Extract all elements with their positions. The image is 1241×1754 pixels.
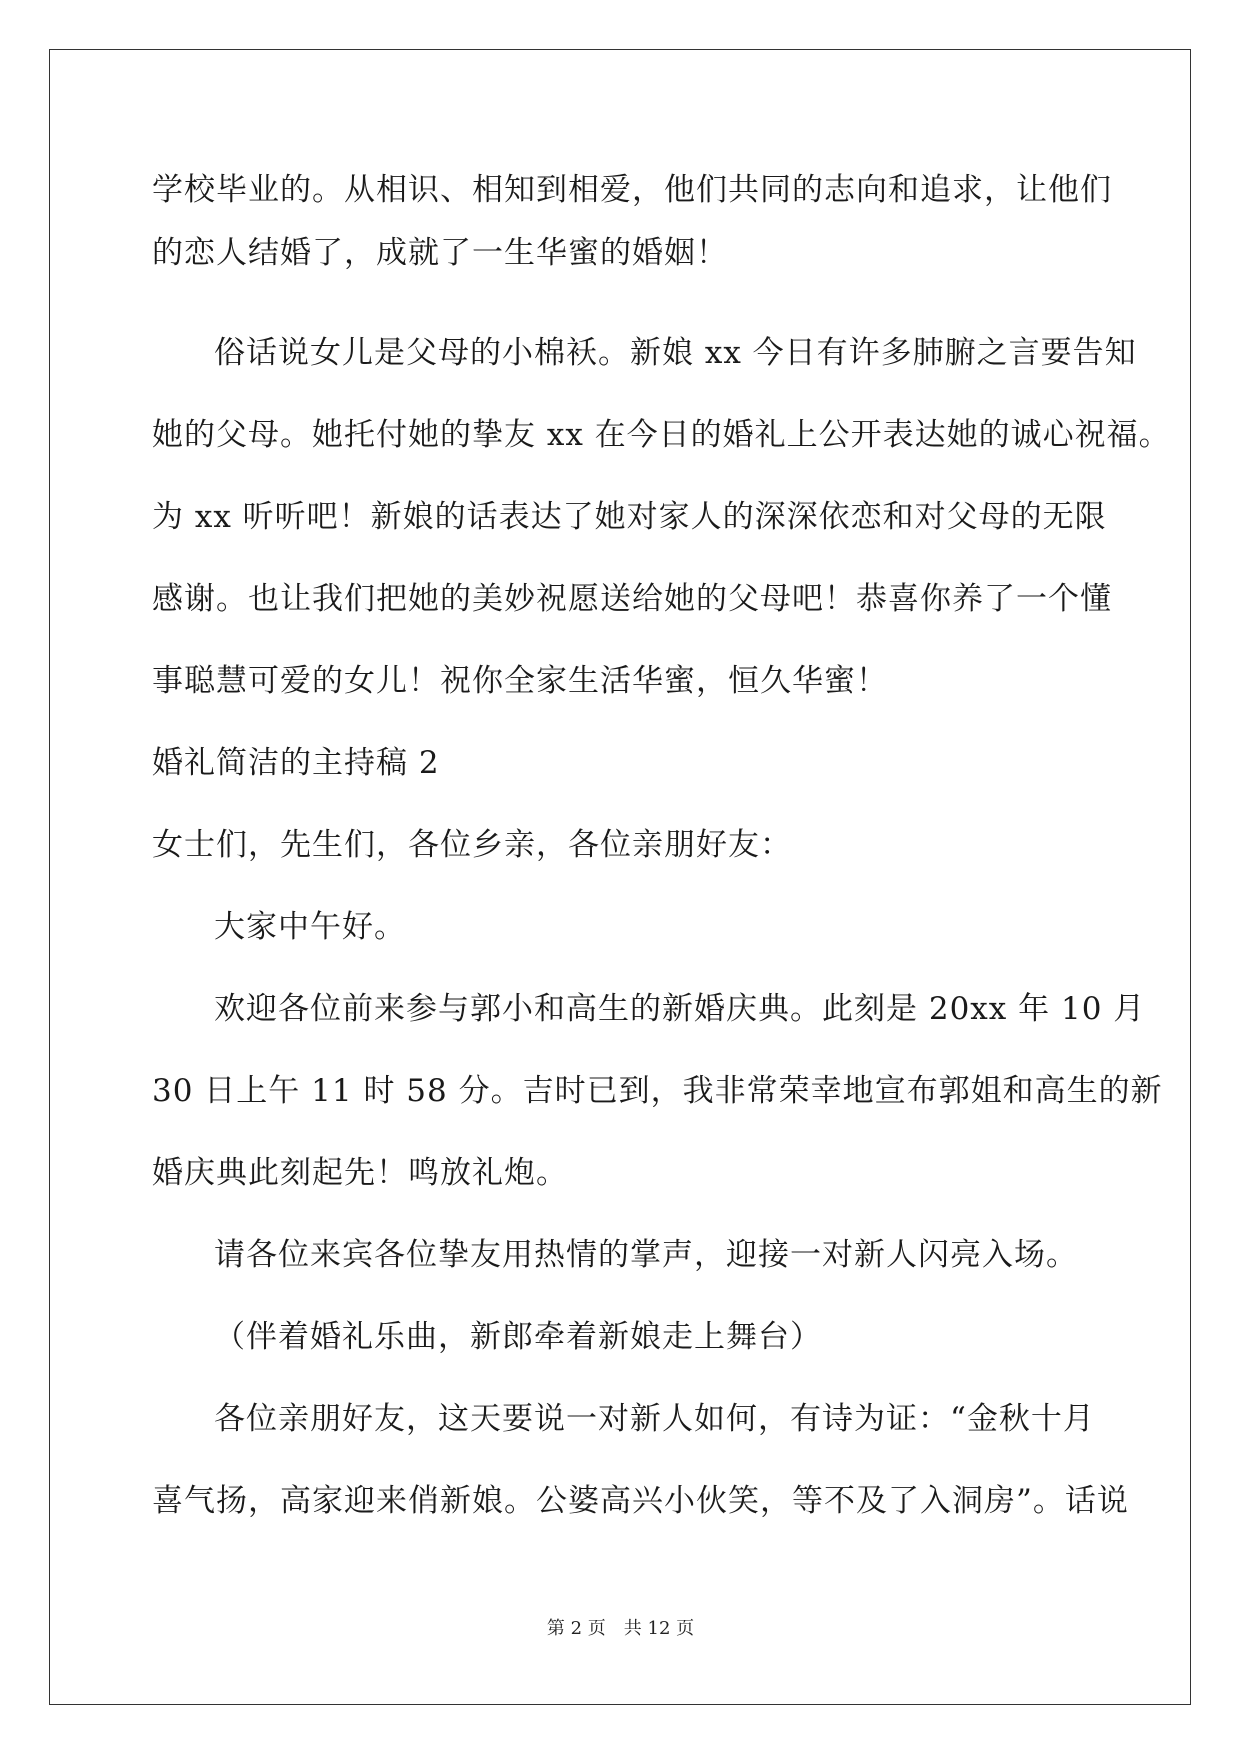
page-border [49,49,1191,1705]
body-line-10: 大家中午好。 [214,909,406,945]
body-line-16: 各位亲朋好友，这天要说一对新人如何，有诗为证：“金秋十月 [214,1401,1095,1437]
body-line-17: 喜气扬，高家迎来俏新娘。公婆高兴小伙笑，等不及了入洞房”。话说 [152,1483,1129,1519]
body-line-4: 她的父母。她托付她的挚友 xx 在今日的婚礼上公开表达她的诚心祝福。 [152,417,1171,453]
body-line-11: 欢迎各位前来参与郭小和高生的新婚庆典。此刻是 20xx 年 10 月 [214,991,1146,1027]
salutation: 女士们，先生们，各位乡亲，各位亲朋好友： [152,827,792,863]
body-line-14: 请各位来宾各位挚友用热情的掌声，迎接一对新人闪亮入场。 [214,1237,1078,1273]
page-footer: 第 2 页 共 12 页 [546,1618,695,1639]
body-line-12: 30 日上午 11 时 58 分。吉时已到，我非常荣幸地宣布郭姐和高生的新 [152,1073,1163,1109]
body-line-3: 俗话说女儿是父母的小棉袄。新娘 xx 今日有许多肺腑之言要告知 [214,335,1137,371]
body-line-7: 事聪慧可爱的女儿！祝你全家生活华蜜，恒久华蜜！ [152,663,888,699]
body-line-15: （伴着婚礼乐曲，新郎牵着新娘走上舞台） [214,1319,822,1355]
body-line-2: 的恋人结婚了，成就了一生华蜜的婚姻！ [152,235,728,271]
body-line-13: 婚庆典此刻起先！鸣放礼炮。 [152,1155,568,1191]
section-heading: 婚礼简洁的主持稿 2 [152,745,440,781]
body-line-6: 感谢。也让我们把她的美妙祝愿送给她的父母吧！恭喜你养了一个懂 [152,581,1112,617]
body-line-1: 学校毕业的。从相识、相知到相爱，他们共同的志向和追求，让他们 [152,172,1112,208]
body-line-5: 为 xx 听听吧！新娘的话表达了她对家人的深深依恋和对父母的无限 [152,499,1107,535]
